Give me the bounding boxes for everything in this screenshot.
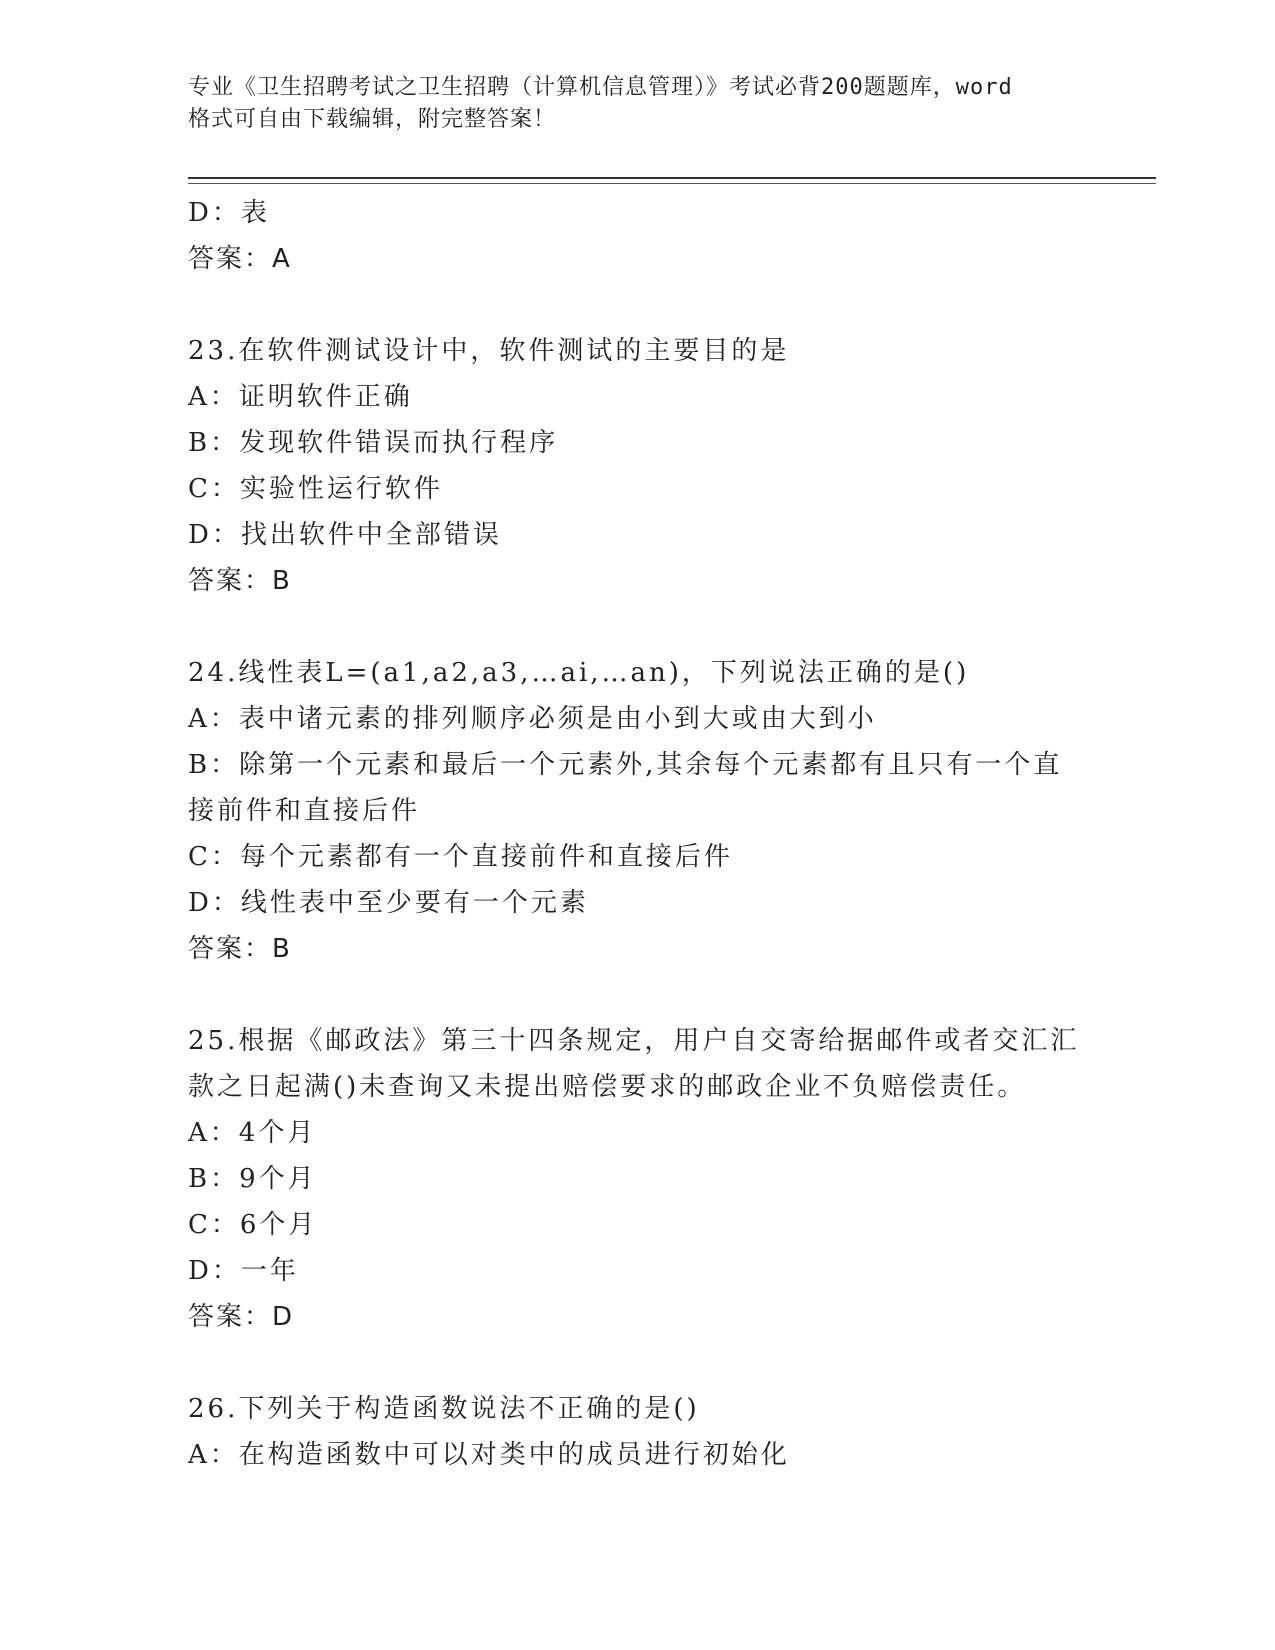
option-a: A：在构造函数中可以对类中的成员进行初始化 bbox=[188, 1440, 790, 1470]
option-d: D：一年 bbox=[188, 1256, 299, 1286]
answer-line: 答案：B bbox=[188, 566, 292, 596]
document-header bbox=[188, 72, 1088, 136]
question-stem: 23.在软件测试设计中，软件测试的主要目的是 bbox=[188, 336, 790, 366]
question-list bbox=[188, 190, 1088, 1478]
spacer bbox=[188, 604, 1088, 650]
question-24 bbox=[188, 650, 1088, 972]
header-line-2: 格式可自由下载编辑，附完整答案！ bbox=[188, 107, 557, 132]
option-c: C：6个月 bbox=[188, 1210, 318, 1240]
spacer bbox=[188, 1340, 1088, 1386]
option-a: A：4个月 bbox=[188, 1118, 317, 1148]
option-c: C：实验性运行软件 bbox=[188, 474, 443, 504]
header-divider-thick bbox=[188, 177, 1156, 179]
header-line-1: 专业《卫生招聘考试之卫生招聘（计算机信息管理）》考试必背200题题库，word bbox=[188, 75, 1013, 100]
spacer bbox=[188, 282, 1088, 328]
question-25 bbox=[188, 1018, 1088, 1340]
question-stem: 25.根据《邮政法》第三十四条规定，用户自交寄给据邮件或者交汇汇 bbox=[188, 1026, 1080, 1056]
option-d: D：表 bbox=[188, 198, 270, 228]
option-c: C：每个元素都有一个直接前件和直接后件 bbox=[188, 842, 733, 872]
option-b: B：9个月 bbox=[188, 1164, 317, 1194]
answer-line: 答案：A bbox=[188, 244, 292, 274]
question-23 bbox=[188, 328, 1088, 604]
answer-line: 答案：D bbox=[188, 1302, 295, 1332]
question-22-tail bbox=[188, 190, 1088, 282]
spacer bbox=[188, 972, 1088, 1018]
question-stem: 26.下列关于构造函数说法不正确的是() bbox=[188, 1394, 700, 1424]
question-stem: 24.线性表L=(a1,a2,a3,…ai,…an)，下列说法正确的是() bbox=[188, 658, 970, 688]
answer-line: 答案：B bbox=[188, 934, 292, 964]
option-d: D：线性表中至少要有一个元素 bbox=[188, 888, 589, 918]
option-a: A：表中诸元素的排列顺序必须是由小到大或由大到小 bbox=[188, 704, 877, 734]
question-stem-continued: 款之日起满()未查询又未提出赔偿要求的邮政企业不负赔偿责任。 bbox=[188, 1072, 1027, 1102]
option-d: D：找出软件中全部错误 bbox=[188, 520, 502, 550]
question-26 bbox=[188, 1386, 1088, 1478]
option-b-continued: 接前件和直接后件 bbox=[188, 796, 421, 826]
option-b: B：除第一个元素和最后一个元素外,其余每个元素都有且只有一个直 bbox=[188, 750, 1063, 780]
option-b: B：发现软件错误而执行程序 bbox=[188, 428, 559, 458]
option-a: A：证明软件正确 bbox=[188, 382, 413, 412]
header-divider-thin bbox=[188, 183, 1156, 184]
